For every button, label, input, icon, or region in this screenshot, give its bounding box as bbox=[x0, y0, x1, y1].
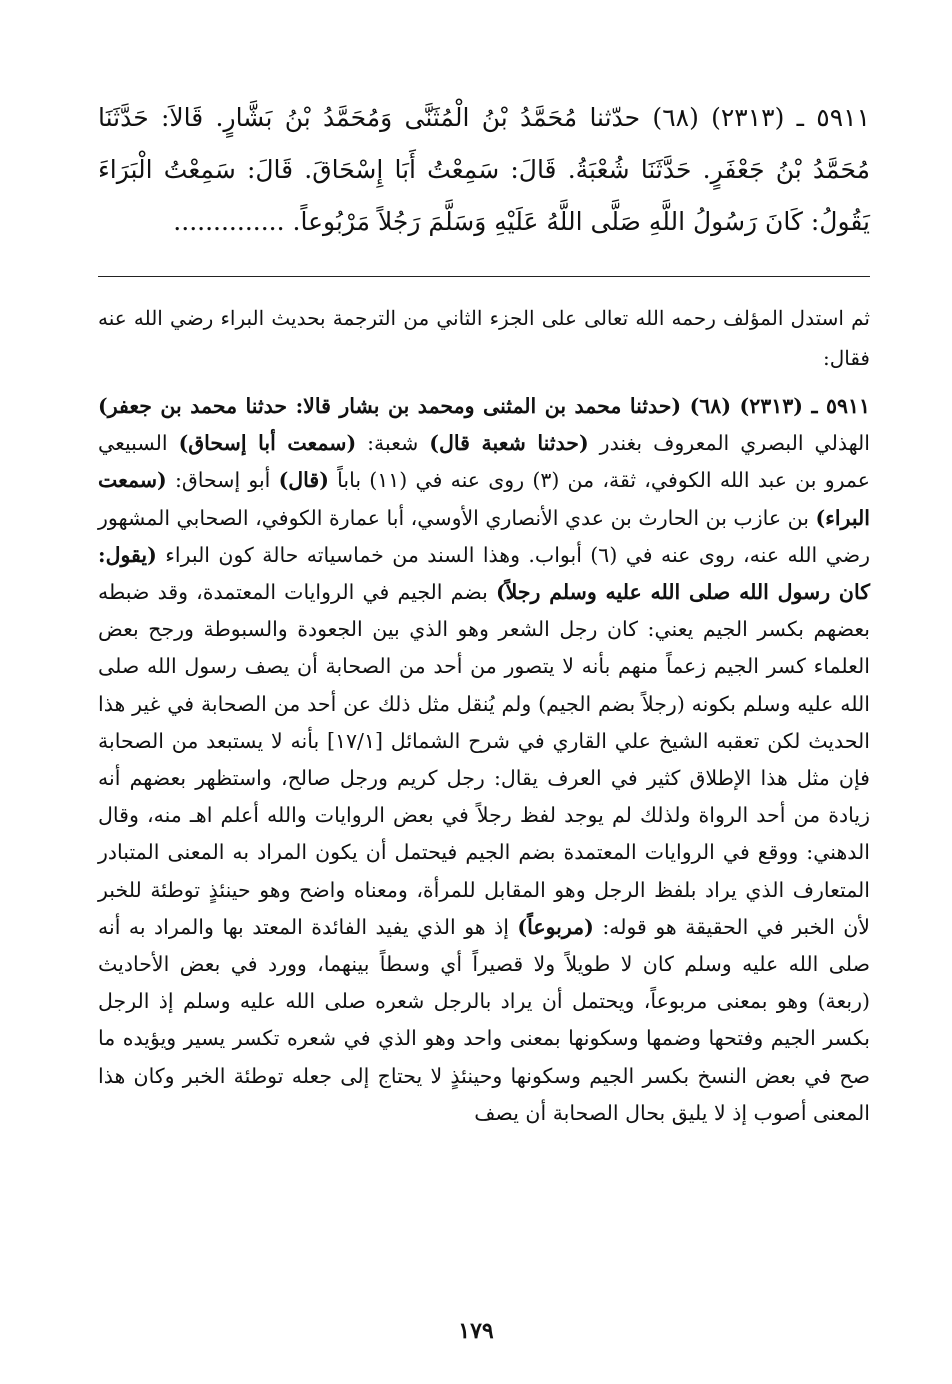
commentary-bold-segment: (حدثنا شعبة قال) bbox=[429, 431, 589, 456]
commentary-bold-segment: (قال) bbox=[278, 468, 329, 493]
commentary-segment: بن عازب بن الحارث بن عدي الأنصاري الأوسي، أبا عمارة الكوفي، الصحابي المشهور رضي الله عنه، روى عنه في (٦) أبواب. وهذا السند من خماسياته حالة كون البراء bbox=[98, 505, 871, 567]
commentary-bold-segment: (سمعت أبا إسحاق) bbox=[178, 431, 357, 456]
commentary-segment: السبيعي عمرو بن عبد الله الكوفي، ثقة، من (٣) روى عنه في (١١) باباً bbox=[98, 431, 870, 493]
hadith-text: ٥٩١١ ـ (٢٣١٣) (٦٨) حدّثنا مُحَمَّدُ بْنُ الْمُثَنَّى وَمُحَمَّدُ بْنُ بَشَّارٍ. قَالاَ: حَدَّثَنَا مُحَمَّدُ بْنُ جَعْفَرٍ. حَدَّثَنَا شُعْبَةُ. قَالَ: سَمِعْتُ أَبَا إِسْحَاقَ. قَالَ: سَمِعْتُ الْبَرَاءَ يَقُولُ: كَانَ رَسُولُ اللَّهِ صَلَّى اللَّهُ عَلَيْهِ وَسَلَّمَ رَجُلاً مَرْبُوعاً. .............. bbox=[98, 103, 870, 236]
commentary-segment: الهذلي البصري المعروف بغندر bbox=[588, 431, 870, 456]
commentary-intro: ثم استدل المؤلف رحمه الله تعالى على الجزء الثاني من الترجمة بحديث البراء رضي الله عنه فقال: bbox=[98, 306, 870, 370]
commentary-segment: بضم الجيم في الروايات المعتمدة، وقد ضبطه بعضهم بكسر الجيم يعني: كان رجل الشعر وهو الذي بين الجعودة والسبوطة ورجح بعض العلماء كسر الجيم زعماً منهم بأنه لا يتصور من أحد من الصحابة أن يصف رسول الله صلى الله عليه وسلم بكونه (رجلاً بضم الجيم) ولم يُنقل مثل ذلك عن أحد من الصحابة في غير هذا الحديث لكن تعقبه الشيخ علي القاري في شرح الشمائل [١٧/١] بأنه لا يستبعد من الصحابة فإن مثل هذا الإطلاق كثير في العرف يقال: رجل كريم ورجل صالح، واستظهر بعضهم أنه زيادة من أحد الرواة ولذلك لم يوجد لفظ رجلاً في بعض الروايات والله أعلم اهـ منه، وقال الدهني: ووقع في الروايات المعتمدة بضم الجيم فيحتمل أن يكون المراد به المعنى المتبادر المتعارف الذي يراد بلفظ الرجل وهو المقابل للمرأة، ومعناه واضح وهو حينئذٍ توطئة للخبر لأن الخبر في الحقيقة هو قوله: bbox=[98, 580, 870, 939]
commentary-bold-segment: (مربوعاً) bbox=[517, 914, 594, 939]
commentary-bold-segment: (يقول: كان رسول الله صلى الله عليه وسلم رجلاً) bbox=[98, 542, 870, 605]
commentary-block bbox=[98, 298, 870, 1132]
commentary-segment: أبو إسحاق: bbox=[166, 468, 279, 493]
commentary-body bbox=[98, 388, 870, 1132]
footnote-divider bbox=[98, 276, 870, 277]
page-number: ١٧٩ bbox=[458, 1318, 494, 1344]
commentary-segment: شعبة: bbox=[356, 431, 430, 456]
commentary-segment: إذ هو الذي يفيد الفائدة المعتد بها والمراد به أنه صلى الله عليه وسلم كان لا طويلاً ولا قصيراً أي وسطاً بينهما، وورد في بعض الأحاديث (ربعة) وهو بمعنى مربوعاً، ويحتمل أن يراد بالرجل شعره صلى الله عليه وسلم إذ الرجل بكسر الجيم وفتحها وضمها وسكونها بمعنى واحد وهو الذي في شعره تكسر يسير ويؤيده ما صح في بعض النسخ بكسر الجيم وسكونها وحينئذٍ لا يحتاج إلى جعله توطئة الخبر وكان هذا المعنى أصوب إذ لا يليق بحال الصحابة أن يصف bbox=[98, 914, 870, 1125]
hadith-block bbox=[98, 92, 870, 248]
commentary-bold-segment: (سمعت البراء) bbox=[98, 468, 870, 530]
commentary-bold-segment: ٥٩١١ ـ (٢٣١٣) (٦٨) (حدثنا محمد بن المثنى ومحمد بن بشار قالا: حدثنا محمد بن جعفر) bbox=[98, 394, 870, 418]
